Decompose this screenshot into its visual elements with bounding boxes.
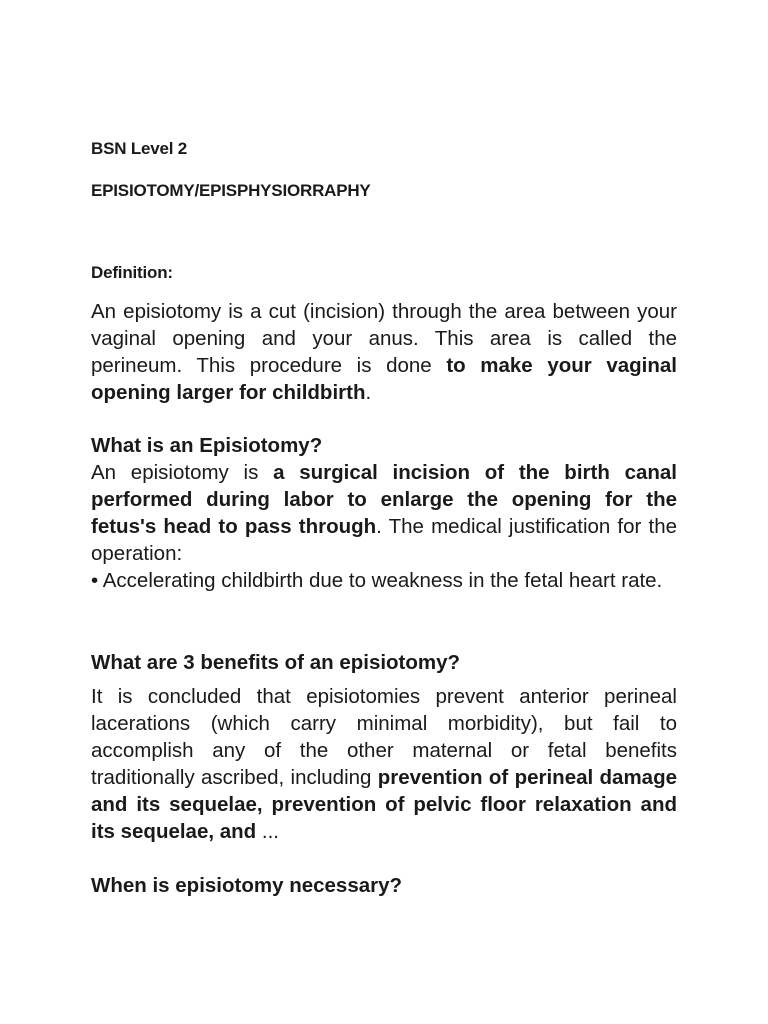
course-level: BSN Level 2 [91,139,188,158]
benefits-heading: What are 3 benefits of an episiotomy? [91,651,461,674]
when-heading: When is episiotomy necessary? [91,874,403,897]
benefits-end: ... [256,820,279,843]
what-is-paragraph [91,459,677,567]
benefits-paragraph [91,683,677,845]
what-is-text: An episiotomy is [91,461,274,484]
definition-text: An episiotomy is a cut (incision) through the area between your vaginal opening and your anus. This area is called the perineum. This procedure is done [91,300,677,377]
what-is-end: . The medical justification for the operation: [91,515,677,565]
document-title: EPISIOTOMY/EPISPHYSIORRAPHY [91,181,371,200]
what-is-emphasis: a surgical incision of the birth canal performed during labor to enlarge the opening for the fetus's head to pass through [91,461,677,538]
definition-paragraph [91,298,677,406]
definition-end: . [365,381,372,404]
benefits-emphasis: prevention of perineal damage and its sequelae, prevention of pelvic floor relaxation and its sequelae, and [91,766,677,843]
justification-bullet: • Accelerating childbirth due to weakness in the fetal heart rate. [91,569,663,592]
definition-label: Definition: [91,263,173,282]
benefits-text: It is concluded that episiotomies prevent anterior perineal lacerations (which carry minimal morbidity), but fail to accomplish any of the other maternal or fetal benefits traditionally ascribed, including [91,685,677,789]
what-is-heading: What is an Episiotomy? [91,434,323,457]
definition-emphasis: to make your vaginal opening larger for childbirth [91,354,677,404]
